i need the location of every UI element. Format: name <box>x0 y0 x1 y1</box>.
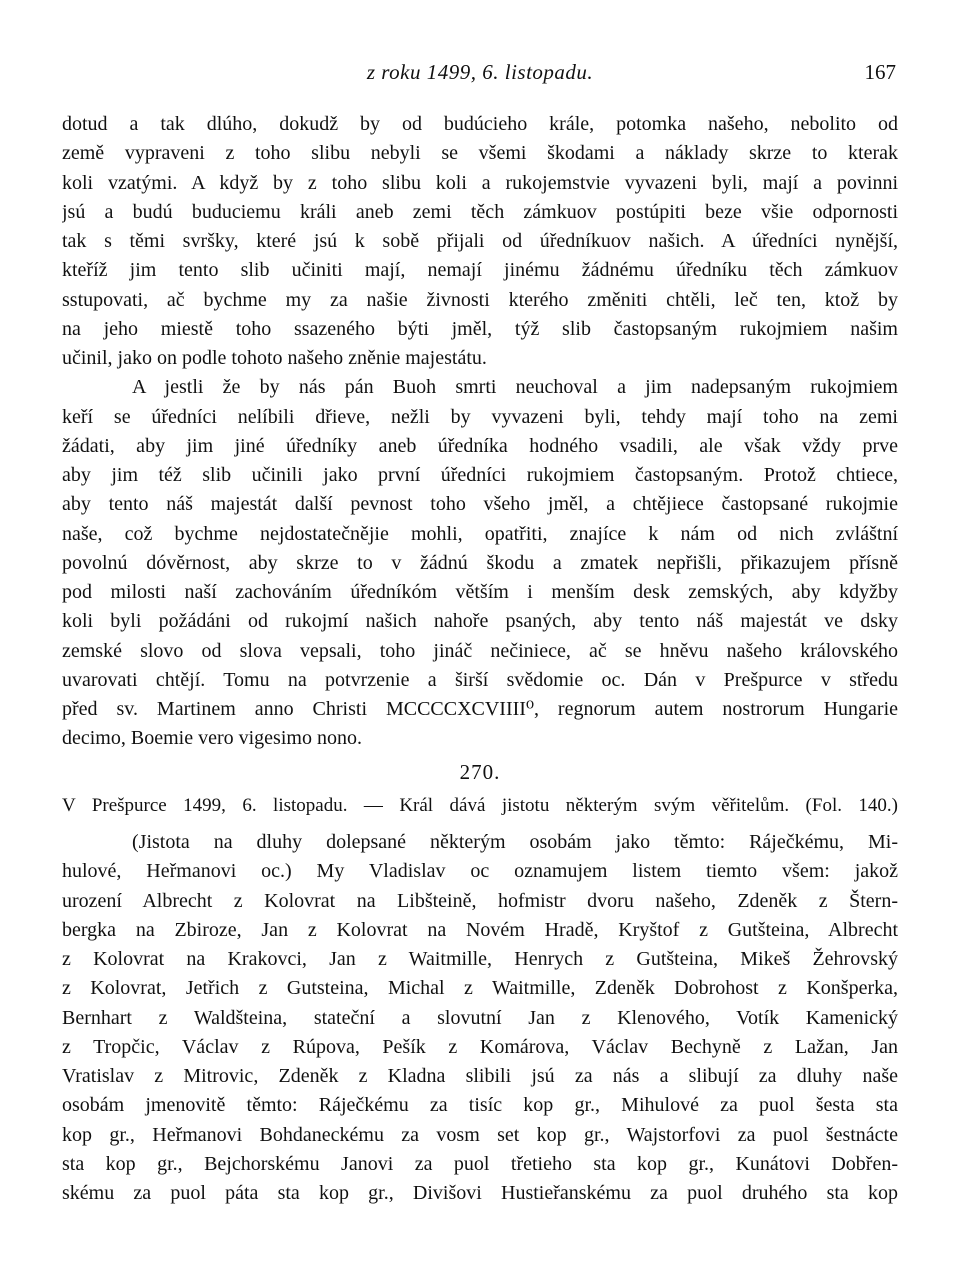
text-line: zemské slovo od slova vepsali, toho jináč nečiniece, ač se hněvu našeho královského <box>62 639 898 662</box>
text-line: koli vzatými. A když by z toho slibu koli a rukojemstvie vyvazeni byli, mají a povinni <box>62 171 898 194</box>
document-regest: V Prešpurce 1499, 6. listopadu. — Král dává jistotu některým svým věřitelům. (Fol. 140.) <box>62 795 898 816</box>
text-line: z Kolovrat na Krakovci, Jan z Waitmille, Henrych z Gutšteina, Mikeš Žehrovský <box>62 948 898 970</box>
text-line: kop gr., Heřmanovi Bohdaneckému za vosm set kop gr., Wajstorfovi za puol šestnácte <box>62 1123 898 1146</box>
text-line: sta kop gr., Bejchorskému Janovi za puol třetieho sta kop gr., Kunátovi Dobřen- <box>62 1152 898 1175</box>
text-block-document-270 <box>62 828 898 1208</box>
text-line: aby jim též slib učinili jako první úředníci rukojmiem častopsaným. Protož chtiece, <box>62 464 898 486</box>
text-line: hulové, Heřmanovi oc.) My Vladislav oc oznamujem listem tiemto všem: jakož <box>62 860 898 883</box>
text-line: na jeho miestě toho ssazeného býti jměl, týž slib častopsaným rukojmiem našim <box>62 317 898 340</box>
text-line: jsú a budú buduciemu králi aneb zemi těch zámkuov postúpiti beze všie odpornosti <box>62 200 898 223</box>
text-line: urození Albrecht z Kolovrat na Libšteině, hofmistr dvoru našeho, Zdeněk z Štern- <box>62 889 898 912</box>
running-title: z roku 1499, 6. listopadu. <box>366 60 594 84</box>
text-line: učinil, jako on podle tohoto našeho zněnie majestátu. <box>62 347 487 369</box>
text-line: z Tropčic, Václav z Rúpova, Pešík z Komárova, Václav Bechyně z Lažan, Jan <box>62 1035 898 1058</box>
text-line: Vratislav z Mitrovic, Zdeněk z Kladna slibili jsú za nás a slibují za dluhy naše <box>62 1065 898 1087</box>
text-line: kteříž jim tento slib učiniti mají, nemají jinému žádnému úředníku těch zámkuov <box>62 259 898 282</box>
text-line: Bernhart z Waldšteina, stateční a slovutní Jan z Klenového, Votík Kamenický <box>62 1006 898 1029</box>
text-line: sstupovati, ač bychme my za našie živnosti kterého změniti chtěli, leč ten, ktož by <box>62 288 898 311</box>
text-line: povolnú dóvěrnost, aby skrze to v žádnú škodu a zmatek nepřišli, přikazujem přísně <box>62 551 898 574</box>
text-line: decimo, Boemie vero vigesimo nono. <box>62 727 362 750</box>
text-line: z Kolovrat, Jetřich z Gutsteina, Michal z Waitmille, Zdeněk Dobrohost z Konšperka, <box>62 977 898 1000</box>
text-line: bergka na Zbiroze, Jan z Kolovrat na Novém Hradě, Kryštof z Gutšteina, Albrecht <box>62 918 898 941</box>
text-line: dotud a tak dlúho, dokudž by od budúcieho krále, potomka našeho, nebolito od <box>62 113 898 135</box>
document-number: 270. <box>459 760 501 784</box>
text-line: (Jistota na dluhy dolepsané některým osobám jako těmto: Ráječkému, Mi- <box>132 831 898 853</box>
text-line: aby tento náš majestát další pevnost toho všeho jměl, a chtějiece častopsané rukojmie <box>62 493 898 516</box>
text-line: před sv. Martinem anno Christi MCCCCXCVIIII⁰, regnorum autem nostrorum Hungarie <box>62 698 898 720</box>
text-line: země vypraveni z toho slibu nebyli se všemi škodami a náklady skrze to kterak <box>62 142 898 165</box>
text-block-document-269 <box>62 110 898 754</box>
text-line: skému za puol páta sta kop gr., Divišovi Hustieřanskému za puol druhého sta kop <box>62 1182 898 1204</box>
text-line: koli byli požádáni od rukojmí našich nahoře psaných, aby tento náš majestát ve dsky <box>62 610 898 633</box>
text-line: A jestli že by nás pán Buoh smrti neuchoval a jim nadepsaným rukojmiem <box>132 376 898 399</box>
text-line: osobám jmenovitě těmto: Ráječkému za tisíc kop gr., Mihulové za puol šesta sta <box>62 1094 898 1117</box>
text-line: uvarovati chtějí. Tomu na potvrzenie a širší svědomie oc. Dán v Prešpurce v středu <box>62 668 898 691</box>
page-header <box>0 60 960 90</box>
text-line: pod milosti naší zachováním úředníkóm větším i menším desk zemských, aby kdyžby <box>62 581 898 603</box>
text-line: tak s těmi svršky, které jsú k sobě přijali od úředníkuov našich. A úředníci nynější, <box>62 230 898 252</box>
text-line: žádati, aby jim jiné úředníky aneb úředníka hodného vsadili, ale však vždy prve <box>62 434 898 457</box>
text-line: naše, což bychme nejdostatečnějie mohli, opatřiti, znajíce k nám od nich zvláštní <box>62 522 898 545</box>
text-line: keří se úředníci nelíbili dřieve, nežli by vyvazeni byli, tehdy mají toho na zemi <box>62 405 898 428</box>
page-number: 167 <box>864 60 896 84</box>
